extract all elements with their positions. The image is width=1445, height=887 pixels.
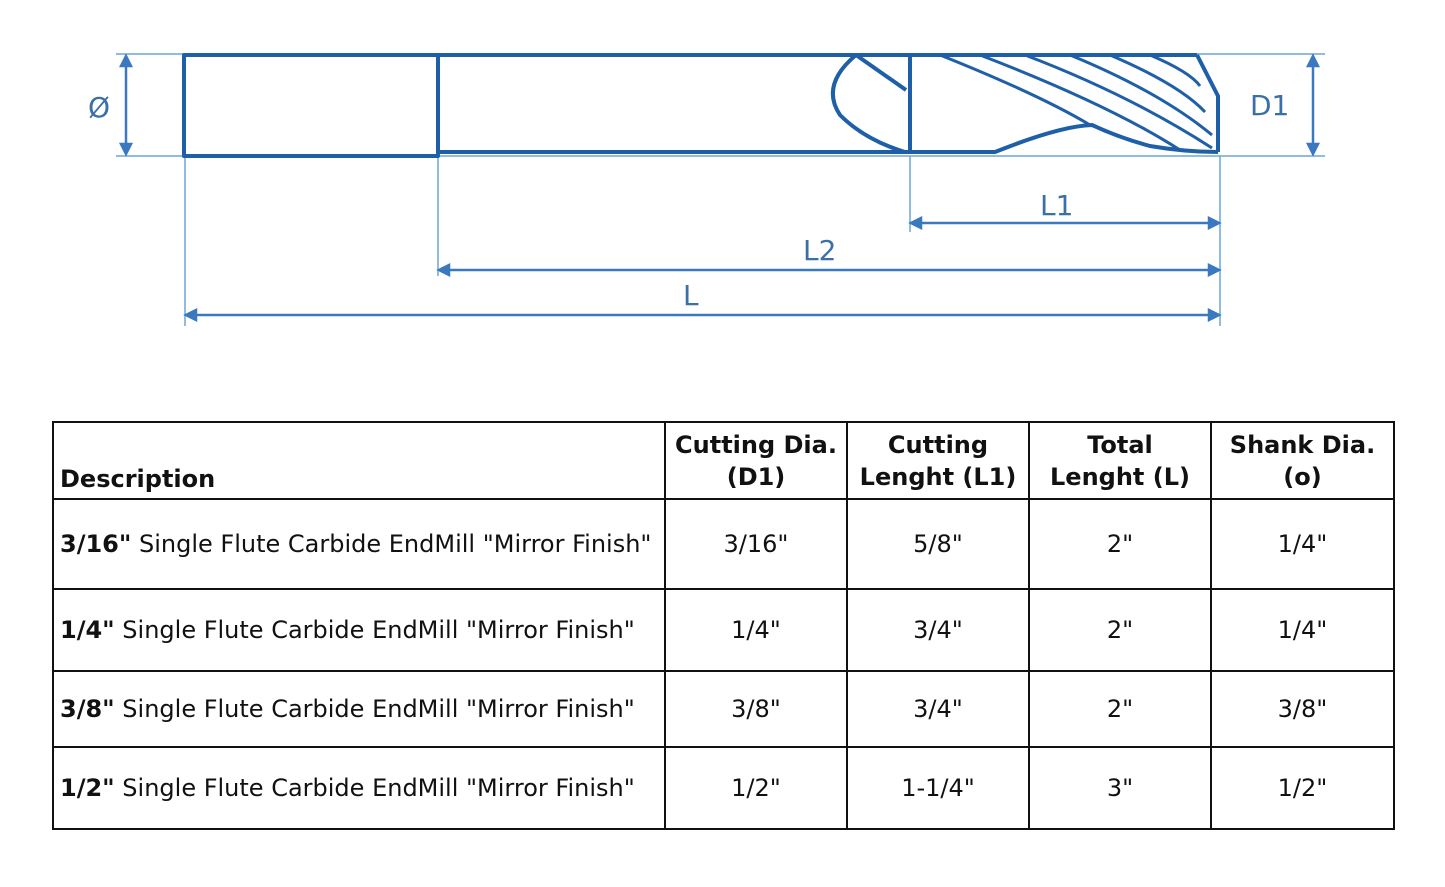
table-row [53, 671, 1394, 747]
table-row [53, 747, 1394, 829]
l-label: L [683, 279, 699, 312]
header-cutting-dia-line2: (D1) [726, 462, 786, 491]
header-cutting-dia-line1: Cutting Dia. [675, 430, 837, 459]
description-cell [53, 671, 665, 747]
flute-lines [940, 55, 1212, 150]
description-text: Single Flute Carbide EndMill "Mirror Finish" [114, 774, 635, 802]
d1-label: D1 [1250, 89, 1290, 122]
cutting-dia-cell: 3/16" [665, 499, 847, 589]
cutting-length-cell: 5/8" [847, 499, 1029, 589]
shank-dia-cell: 3/8" [1211, 671, 1394, 747]
header-shank-dia-line2: (o) [1283, 462, 1322, 491]
total-length-cell: 2" [1029, 671, 1211, 747]
header-shank-dia-line1: Shank Dia. [1229, 430, 1376, 459]
description-text: Single Flute Carbide EndMill "Mirror Finish" [114, 695, 635, 723]
header-cutting-length-line2: Lenght (L1) [859, 462, 1017, 491]
header-total-length [1029, 422, 1211, 499]
header-total-length-line2: Lenght (L) [1050, 462, 1190, 491]
table-header-row [53, 422, 1394, 499]
description-cell [53, 499, 665, 589]
cutting-length-cell: 3/4" [847, 589, 1029, 671]
cutting-dia-cell: 3/8" [665, 671, 847, 747]
header-cutting-length-line1: Cutting [887, 430, 989, 459]
header-cutting-length [847, 422, 1029, 499]
table-row [53, 589, 1394, 671]
shank-dia-cell: 1/4" [1211, 589, 1394, 671]
d1-dimension [1308, 56, 1318, 154]
l-dimension [186, 310, 1219, 320]
l1-label: L1 [1040, 189, 1074, 222]
endmill-spec-table [52, 421, 1395, 830]
description-cell [53, 589, 665, 671]
description-cell [53, 747, 665, 829]
header-shank-dia [1211, 422, 1394, 499]
header-total-length-line1: Total [1087, 430, 1153, 459]
shank-dia-dimension [121, 56, 131, 154]
cutting-length-cell: 1-1/4" [847, 747, 1029, 829]
description-text: Single Flute Carbide EndMill "Mirror Finish" [131, 530, 652, 558]
cutting-dia-cell: 1/2" [665, 747, 847, 829]
size-label: 1/4" [60, 616, 115, 644]
total-length-cell: 3" [1029, 747, 1211, 829]
size-label: 3/16" [60, 530, 132, 558]
header-description: Description [53, 422, 665, 499]
endmill-dimension-diagram [0, 0, 1445, 360]
total-length-cell: 2" [1029, 499, 1211, 589]
l2-label: L2 [803, 234, 837, 267]
size-label: 1/2" [60, 774, 115, 802]
cutting-dia-cell: 1/4" [665, 589, 847, 671]
total-length-cell: 2" [1029, 589, 1211, 671]
extension-lines [116, 54, 1325, 326]
table-row [53, 499, 1394, 589]
shank-dia-symbol: Ø [88, 91, 111, 124]
cutting-length-cell: 3/4" [847, 671, 1029, 747]
shank-dia-cell: 1/2" [1211, 747, 1394, 829]
size-label: 3/8" [60, 695, 115, 723]
header-cutting-dia [665, 422, 847, 499]
shank-dia-cell: 1/4" [1211, 499, 1394, 589]
description-text: Single Flute Carbide EndMill "Mirror Finish" [114, 616, 635, 644]
